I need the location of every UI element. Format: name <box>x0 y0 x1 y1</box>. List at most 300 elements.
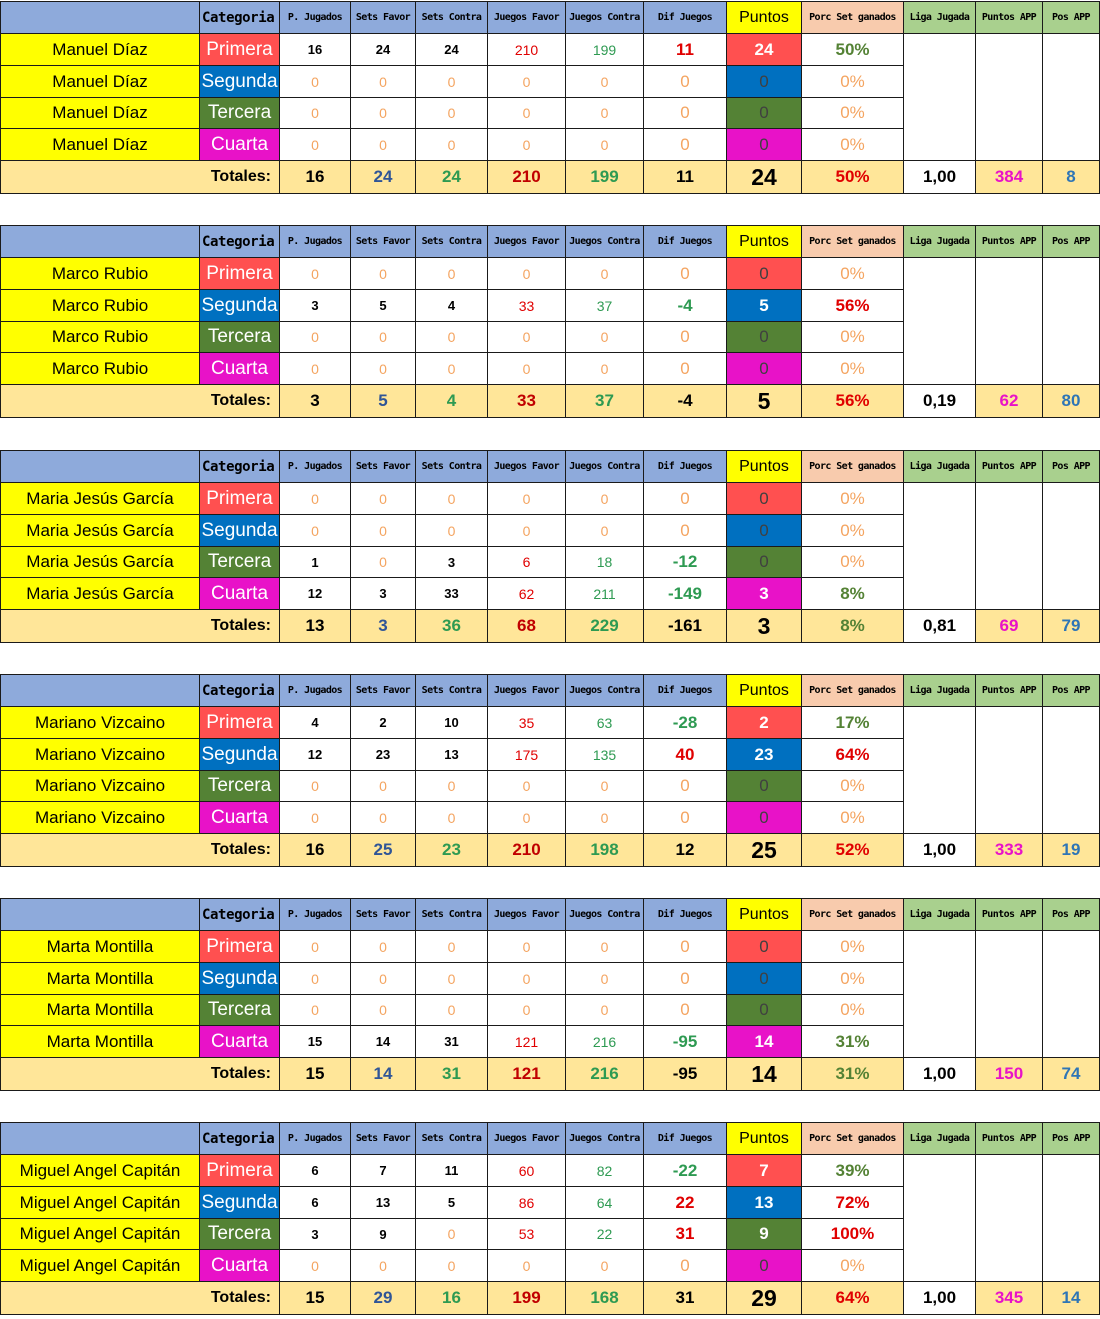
total-pts: 5 <box>726 384 802 418</box>
cell-jf: 0 <box>487 321 566 353</box>
empty-papp <box>975 1154 1043 1282</box>
header-jf: Juegos Favor <box>487 674 566 707</box>
cell-sf: 2 <box>350 706 416 739</box>
cell-pts: 0 <box>726 546 802 578</box>
header-jf: Juegos Favor <box>487 225 566 258</box>
header-pj: P. Jugados <box>279 1 351 34</box>
cell-sf: 0 <box>350 65 416 98</box>
empty-pos <box>1042 33 1100 161</box>
empty-liga <box>903 930 976 1058</box>
cell-dif: 0 <box>643 97 727 129</box>
cell-sc: 0 <box>415 97 488 129</box>
category-primera: Primera <box>199 930 280 963</box>
total-papp: 333 <box>975 833 1043 867</box>
cell-jc: 135 <box>565 738 644 771</box>
total-porc: 31% <box>801 1057 904 1091</box>
header-pj: P. Jugados <box>279 1122 351 1155</box>
cell-jc: 0 <box>565 994 644 1026</box>
cell-pj: 0 <box>279 514 351 547</box>
cell-sc: 0 <box>415 482 488 515</box>
cell-porc: 64% <box>801 738 904 771</box>
header-pos: Pos APP <box>1042 674 1100 707</box>
empty-liga <box>903 257 976 385</box>
player-name: Mariano Vizcaino <box>0 738 200 771</box>
cell-sc: 0 <box>415 962 488 995</box>
category-primera: Primera <box>199 33 280 66</box>
header-name <box>0 1122 200 1155</box>
cell-sf: 0 <box>350 801 416 834</box>
cell-pj: 12 <box>279 577 351 610</box>
total-dif: 12 <box>643 833 727 867</box>
cell-dif: 0 <box>643 352 727 385</box>
cell-jc: 0 <box>565 801 644 834</box>
cell-sf: 0 <box>350 546 416 578</box>
total-pts: 3 <box>726 609 802 643</box>
header-pts: Puntos <box>726 898 802 931</box>
header-jc: Juegos Contra <box>565 1122 644 1155</box>
cell-pts: 7 <box>726 1154 802 1187</box>
header-pos: Pos APP <box>1042 450 1100 483</box>
cell-porc: 0% <box>801 257 904 290</box>
total-pts: 24 <box>726 160 802 194</box>
category-primera: Primera <box>199 706 280 739</box>
totals-label: Totales: <box>0 384 280 418</box>
header-porc: Porc Set ganados <box>801 898 904 931</box>
cell-pj: 4 <box>279 706 351 739</box>
header-porc: Porc Set ganados <box>801 450 904 483</box>
total-dif: -95 <box>643 1057 727 1091</box>
cell-porc: 17% <box>801 706 904 739</box>
cell-pj: 12 <box>279 738 351 771</box>
cell-dif: 0 <box>643 801 727 834</box>
header-liga: Liga Jugada <box>903 1122 976 1155</box>
header-jf: Juegos Favor <box>487 898 566 931</box>
total-liga: 1,00 <box>903 1281 976 1315</box>
total-jf: 33 <box>487 384 566 418</box>
category-segunda: Segunda <box>199 1186 280 1219</box>
total-porc: 64% <box>801 1281 904 1315</box>
header-jc: Juegos Contra <box>565 225 644 258</box>
header-name <box>0 450 200 483</box>
header-dif: Dif Juegos <box>643 225 727 258</box>
category-segunda: Segunda <box>199 738 280 771</box>
total-dif: -161 <box>643 609 727 643</box>
cell-jf: 0 <box>487 994 566 1026</box>
header-liga: Liga Jugada <box>903 225 976 258</box>
cell-sf: 0 <box>350 97 416 129</box>
cell-jc: 0 <box>565 97 644 129</box>
cell-pj: 16 <box>279 33 351 66</box>
total-pts: 25 <box>726 833 802 867</box>
cell-pts: 23 <box>726 738 802 771</box>
header-cat: Categoria <box>199 1122 280 1155</box>
cell-sf: 5 <box>350 289 416 322</box>
cell-sc: 0 <box>415 352 488 385</box>
player-name: Mariano Vizcaino <box>0 770 200 802</box>
total-dif: 11 <box>643 160 727 194</box>
category-cuarta: Cuarta <box>199 352 280 385</box>
header-sc: Sets Contra <box>415 1 488 34</box>
total-jc: 229 <box>565 609 644 643</box>
cell-dif: -4 <box>643 289 727 322</box>
header-porc: Porc Set ganados <box>801 674 904 707</box>
total-sf: 25 <box>350 833 416 867</box>
cell-dif: 0 <box>643 962 727 995</box>
cell-sc: 33 <box>415 577 488 610</box>
total-sc: 16 <box>415 1281 488 1315</box>
cell-pts: 0 <box>726 482 802 515</box>
header-name <box>0 225 200 258</box>
cell-sf: 0 <box>350 352 416 385</box>
cell-jf: 33 <box>487 289 566 322</box>
cell-pts: 0 <box>726 962 802 995</box>
cell-pts: 0 <box>726 514 802 547</box>
cell-pj: 0 <box>279 1249 351 1282</box>
total-sf: 24 <box>350 160 416 194</box>
header-dif: Dif Juegos <box>643 1122 727 1155</box>
player-name: Marta Montilla <box>0 1025 200 1058</box>
total-pos: 80 <box>1042 384 1100 418</box>
total-liga: 1,00 <box>903 1057 976 1091</box>
cell-sf: 23 <box>350 738 416 771</box>
cell-porc: 0% <box>801 65 904 98</box>
cell-porc: 0% <box>801 930 904 963</box>
total-papp: 62 <box>975 384 1043 418</box>
cell-jf: 175 <box>487 738 566 771</box>
total-liga: 1,00 <box>903 833 976 867</box>
player-name: Maria Jesús García <box>0 514 200 547</box>
total-papp: 384 <box>975 160 1043 194</box>
header-pts: Puntos <box>726 1 802 34</box>
header-pts: Puntos <box>726 1122 802 1155</box>
header-cat: Categoria <box>199 898 280 931</box>
empty-pos <box>1042 257 1100 385</box>
category-segunda: Segunda <box>199 514 280 547</box>
cell-sc: 0 <box>415 514 488 547</box>
empty-pos <box>1042 482 1100 610</box>
cell-pts: 0 <box>726 65 802 98</box>
header-liga: Liga Jugada <box>903 674 976 707</box>
total-liga: 0,19 <box>903 384 976 418</box>
cell-jc: 0 <box>565 352 644 385</box>
cell-jc: 0 <box>565 257 644 290</box>
category-tercera: Tercera <box>199 994 280 1026</box>
player-name: Marta Montilla <box>0 930 200 963</box>
total-pj: 13 <box>279 609 351 643</box>
cell-sf: 9 <box>350 1218 416 1250</box>
total-jf: 68 <box>487 609 566 643</box>
total-sf: 14 <box>350 1057 416 1091</box>
category-segunda: Segunda <box>199 65 280 98</box>
cell-jc: 216 <box>565 1025 644 1058</box>
cell-pj: 3 <box>279 1218 351 1250</box>
cell-jf: 0 <box>487 1249 566 1282</box>
total-sc: 23 <box>415 833 488 867</box>
cell-porc: 0% <box>801 514 904 547</box>
header-dif: Dif Juegos <box>643 450 727 483</box>
cell-sc: 0 <box>415 65 488 98</box>
cell-porc: 31% <box>801 1025 904 1058</box>
category-cuarta: Cuarta <box>199 128 280 161</box>
header-liga: Liga Jugada <box>903 450 976 483</box>
player-name: Mariano Vizcaino <box>0 706 200 739</box>
total-papp: 150 <box>975 1057 1043 1091</box>
player-block <box>0 674 1100 868</box>
category-segunda: Segunda <box>199 962 280 995</box>
cell-pj: 0 <box>279 994 351 1026</box>
cell-jf: 0 <box>487 962 566 995</box>
total-porc: 56% <box>801 384 904 418</box>
cell-sc: 0 <box>415 128 488 161</box>
total-sc: 24 <box>415 160 488 194</box>
cell-jf: 0 <box>487 801 566 834</box>
cell-pj: 0 <box>279 482 351 515</box>
cell-dif: 40 <box>643 738 727 771</box>
total-liga: 0,81 <box>903 609 976 643</box>
cell-pts: 0 <box>726 994 802 1026</box>
header-pos: Pos APP <box>1042 1 1100 34</box>
cell-sc: 5 <box>415 1186 488 1219</box>
cell-sc: 0 <box>415 770 488 802</box>
cell-jf: 86 <box>487 1186 566 1219</box>
header-cat: Categoria <box>199 225 280 258</box>
total-papp: 69 <box>975 609 1043 643</box>
player-name: Miguel Angel Capitán <box>0 1186 200 1219</box>
header-pj: P. Jugados <box>279 898 351 931</box>
cell-dif: -22 <box>643 1154 727 1187</box>
cell-sf: 0 <box>350 770 416 802</box>
cell-jf: 0 <box>487 65 566 98</box>
cell-jc: 211 <box>565 577 644 610</box>
cell-sf: 0 <box>350 482 416 515</box>
total-sf: 5 <box>350 384 416 418</box>
cell-pts: 2 <box>726 706 802 739</box>
cell-sc: 0 <box>415 930 488 963</box>
cell-sf: 7 <box>350 1154 416 1187</box>
header-pts: Puntos <box>726 225 802 258</box>
cell-sc: 4 <box>415 289 488 322</box>
cell-jc: 0 <box>565 962 644 995</box>
category-tercera: Tercera <box>199 321 280 353</box>
player-name: Marco Rubio <box>0 352 200 385</box>
cell-pj: 0 <box>279 97 351 129</box>
cell-pj: 1 <box>279 546 351 578</box>
total-jf: 199 <box>487 1281 566 1315</box>
cell-dif: -12 <box>643 546 727 578</box>
total-pj: 3 <box>279 384 351 418</box>
player-name: Marco Rubio <box>0 257 200 290</box>
cell-sc: 13 <box>415 738 488 771</box>
cell-jc: 64 <box>565 1186 644 1219</box>
empty-papp <box>975 930 1043 1058</box>
header-jc: Juegos Contra <box>565 674 644 707</box>
cell-pts: 0 <box>726 97 802 129</box>
header-papp: Puntos APP <box>975 225 1043 258</box>
cell-porc: 0% <box>801 770 904 802</box>
cell-porc: 8% <box>801 577 904 610</box>
total-pj: 16 <box>279 160 351 194</box>
category-segunda: Segunda <box>199 289 280 322</box>
empty-papp <box>975 33 1043 161</box>
cell-pj: 15 <box>279 1025 351 1058</box>
cell-pts: 0 <box>726 801 802 834</box>
header-jf: Juegos Favor <box>487 1122 566 1155</box>
total-porc: 50% <box>801 160 904 194</box>
cell-jc: 37 <box>565 289 644 322</box>
cell-dif: 0 <box>643 257 727 290</box>
cell-porc: 0% <box>801 546 904 578</box>
cell-porc: 0% <box>801 482 904 515</box>
cell-jc: 0 <box>565 514 644 547</box>
cell-jf: 0 <box>487 257 566 290</box>
cell-dif: 0 <box>643 514 727 547</box>
cell-pts: 0 <box>726 770 802 802</box>
total-jc: 216 <box>565 1057 644 1091</box>
cell-sc: 24 <box>415 33 488 66</box>
cell-porc: 0% <box>801 801 904 834</box>
cell-pj: 6 <box>279 1186 351 1219</box>
cell-sf: 0 <box>350 321 416 353</box>
cell-sc: 0 <box>415 257 488 290</box>
header-sf: Sets Favor <box>350 225 416 258</box>
cell-pts: 0 <box>726 1249 802 1282</box>
cell-pts: 24 <box>726 33 802 66</box>
header-sf: Sets Favor <box>350 1122 416 1155</box>
header-porc: Porc Set ganados <box>801 1 904 34</box>
total-pj: 16 <box>279 833 351 867</box>
cell-dif: 0 <box>643 65 727 98</box>
empty-papp <box>975 706 1043 834</box>
cell-jf: 35 <box>487 706 566 739</box>
cell-sc: 0 <box>415 994 488 1026</box>
header-dif: Dif Juegos <box>643 1 727 34</box>
cell-pj: 0 <box>279 257 351 290</box>
cell-pts: 9 <box>726 1218 802 1250</box>
header-pos: Pos APP <box>1042 898 1100 931</box>
cell-sc: 31 <box>415 1025 488 1058</box>
total-pj: 15 <box>279 1057 351 1091</box>
cell-sc: 11 <box>415 1154 488 1187</box>
cell-pj: 3 <box>279 289 351 322</box>
cell-jf: 0 <box>487 128 566 161</box>
header-dif: Dif Juegos <box>643 674 727 707</box>
header-papp: Puntos APP <box>975 1 1043 34</box>
total-sc: 36 <box>415 609 488 643</box>
header-name <box>0 674 200 707</box>
cell-jf: 0 <box>487 352 566 385</box>
cell-pj: 0 <box>279 962 351 995</box>
category-cuarta: Cuarta <box>199 1249 280 1282</box>
total-sf: 29 <box>350 1281 416 1315</box>
header-papp: Puntos APP <box>975 898 1043 931</box>
header-pos: Pos APP <box>1042 1122 1100 1155</box>
header-pos: Pos APP <box>1042 225 1100 258</box>
header-sc: Sets Contra <box>415 450 488 483</box>
cell-jc: 22 <box>565 1218 644 1250</box>
cell-jf: 6 <box>487 546 566 578</box>
category-tercera: Tercera <box>199 770 280 802</box>
totals-label: Totales: <box>0 160 280 194</box>
player-name: Manuel Díaz <box>0 128 200 161</box>
category-cuarta: Cuarta <box>199 577 280 610</box>
total-pj: 15 <box>279 1281 351 1315</box>
cell-sf: 14 <box>350 1025 416 1058</box>
cell-jf: 0 <box>487 930 566 963</box>
cell-jc: 82 <box>565 1154 644 1187</box>
cell-dif: 0 <box>643 770 727 802</box>
total-dif: 31 <box>643 1281 727 1315</box>
cell-sf: 13 <box>350 1186 416 1219</box>
total-dif: -4 <box>643 384 727 418</box>
cell-pj: 0 <box>279 930 351 963</box>
total-jc: 199 <box>565 160 644 194</box>
header-sc: Sets Contra <box>415 898 488 931</box>
cell-porc: 72% <box>801 1186 904 1219</box>
header-papp: Puntos APP <box>975 450 1043 483</box>
cell-dif: -28 <box>643 706 727 739</box>
cell-sc: 3 <box>415 546 488 578</box>
cell-jf: 210 <box>487 33 566 66</box>
cell-pts: 0 <box>726 257 802 290</box>
cell-sf: 3 <box>350 577 416 610</box>
total-jf: 210 <box>487 833 566 867</box>
cell-pts: 3 <box>726 577 802 610</box>
player-name: Marta Montilla <box>0 962 200 995</box>
total-sc: 4 <box>415 384 488 418</box>
cell-jc: 18 <box>565 546 644 578</box>
player-name: Miguel Angel Capitán <box>0 1218 200 1250</box>
player-name: Manuel Díaz <box>0 33 200 66</box>
player-name: Marco Rubio <box>0 321 200 353</box>
cell-jc: 0 <box>565 770 644 802</box>
total-liga: 1,00 <box>903 160 976 194</box>
cell-jf: 62 <box>487 577 566 610</box>
cell-dif: 0 <box>643 930 727 963</box>
cell-jf: 0 <box>487 482 566 515</box>
header-sf: Sets Favor <box>350 674 416 707</box>
cell-sf: 0 <box>350 994 416 1026</box>
total-pos: 19 <box>1042 833 1100 867</box>
total-jc: 168 <box>565 1281 644 1315</box>
cell-porc: 0% <box>801 128 904 161</box>
cell-sc: 0 <box>415 1249 488 1282</box>
cell-porc: 0% <box>801 352 904 385</box>
header-name <box>0 1 200 34</box>
player-name: Manuel Díaz <box>0 97 200 129</box>
header-papp: Puntos APP <box>975 1122 1043 1155</box>
cell-jf: 0 <box>487 770 566 802</box>
total-jc: 37 <box>565 384 644 418</box>
player-name: Marco Rubio <box>0 289 200 322</box>
cell-pj: 0 <box>279 770 351 802</box>
cell-sf: 0 <box>350 514 416 547</box>
category-primera: Primera <box>199 1154 280 1187</box>
cell-jf: 53 <box>487 1218 566 1250</box>
cell-jc: 199 <box>565 33 644 66</box>
cell-dif: 22 <box>643 1186 727 1219</box>
cell-pts: 5 <box>726 289 802 322</box>
header-liga: Liga Jugada <box>903 1 976 34</box>
header-sc: Sets Contra <box>415 1122 488 1155</box>
cell-jc: 0 <box>565 1249 644 1282</box>
total-pos: 8 <box>1042 160 1100 194</box>
header-sf: Sets Favor <box>350 898 416 931</box>
totals-label: Totales: <box>0 833 280 867</box>
header-jf: Juegos Favor <box>487 1 566 34</box>
header-jc: Juegos Contra <box>565 898 644 931</box>
cell-dif: 0 <box>643 128 727 161</box>
total-sc: 31 <box>415 1057 488 1091</box>
